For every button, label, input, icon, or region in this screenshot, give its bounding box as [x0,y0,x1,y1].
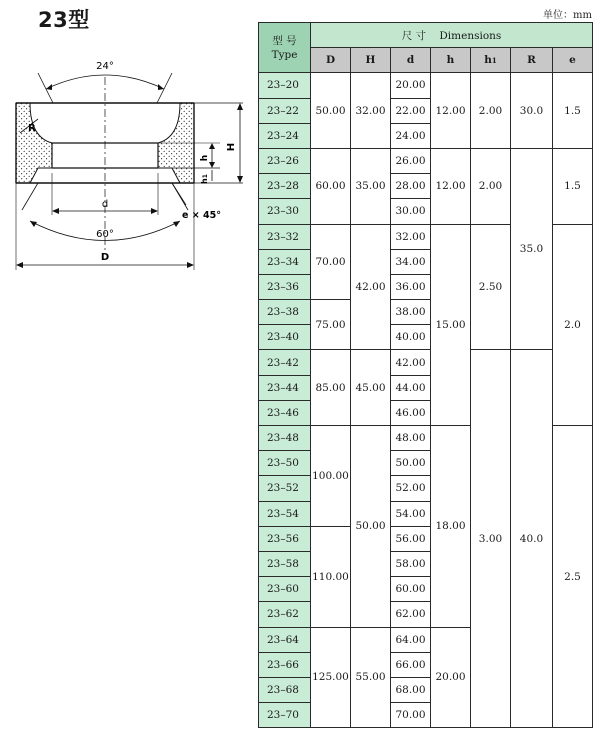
type-column-header: 型 号 Type [259,23,311,73]
type-cell: 23–70 [259,703,311,728]
height-outer-label: H [226,142,237,152]
d-inner-cell: 64.00 [391,627,431,652]
h-outer-cell: 50.00 [351,426,391,628]
col-h-header: h [431,48,471,73]
type-cell: 23–68 [259,677,311,702]
h-inner-cell: 12.00 [431,148,471,224]
outer-diameter-label: D [100,252,110,263]
h-inner-cell: 20.00 [431,627,471,728]
dimensions-table-body [259,73,593,728]
d-inner-cell: 22.00 [391,98,431,123]
top-angle-label: 24° [96,61,114,72]
radius-cell: 35.0 [511,148,553,350]
chamfer-e-cell: 1.5 [553,148,593,224]
d-inner-cell: 30.00 [391,199,431,224]
radius-cell: 40.0 [511,350,553,728]
d-inner-cell: 60.00 [391,577,431,602]
d-inner-cell: 34.00 [391,249,431,274]
d-inner-cell: 48.00 [391,426,431,451]
table-row [259,73,593,98]
h-outer-cell: 42.00 [351,224,391,350]
type-cell: 23–66 [259,652,311,677]
height-chamfer-label: h1 [200,174,209,184]
grinding-wheel-drawing [8,55,243,275]
inner-diameter-label: d [101,199,109,210]
d-outer-cell: 60.00 [311,148,351,224]
type-cell: 23–22 [259,98,311,123]
chamfer-e-cell: 2.0 [553,224,593,426]
d-inner-cell: 50.00 [391,451,431,476]
d-inner-cell: 46.00 [391,400,431,425]
d-inner-cell: 52.00 [391,476,431,501]
d-inner-cell: 28.00 [391,174,431,199]
d-inner-cell: 56.00 [391,526,431,551]
d-outer-cell: 75.00 [311,300,351,350]
h-outer-cell: 32.00 [351,73,391,149]
d-inner-cell: 70.00 [391,703,431,728]
d-outer-cell: 125.00 [311,627,351,728]
chamfer-label: e × 45° [182,210,221,221]
col-R-header: R [511,48,553,73]
type-cell: 23–36 [259,274,311,299]
type-cell: 23–64 [259,627,311,652]
type-cell: 23–58 [259,551,311,576]
chamfer-e-cell: 2.5 [553,426,593,728]
page-title: 23型 [38,8,90,32]
col-H-header: H [351,48,391,73]
d-inner-cell: 40.00 [391,325,431,350]
h1-cell: 2.00 [471,148,511,224]
dimensions-header: 尺 寸 Dimensions [311,23,593,48]
d-inner-cell: 38.00 [391,300,431,325]
type-cell: 23–50 [259,451,311,476]
type-cell: 23–44 [259,375,311,400]
type-cell: 23–28 [259,174,311,199]
h-inner-cell: 12.00 [431,73,471,149]
d-inner-cell: 42.00 [391,350,431,375]
d-inner-cell: 24.00 [391,123,431,148]
height-inner-label: h [200,154,210,162]
h-outer-cell: 35.00 [351,148,391,224]
type-cell: 23–32 [259,224,311,249]
type-cell: 23–56 [259,526,311,551]
type-cell: 23–60 [259,577,311,602]
radius-cell: 30.0 [511,73,553,149]
d-outer-cell: 100.00 [311,426,351,527]
table-row [259,148,593,173]
h-inner-cell: 18.00 [431,426,471,628]
type-cell: 23–24 [259,123,311,148]
left-abrasive-section [16,103,52,183]
col-d-header: d [391,48,431,73]
col-D-header: D [311,48,351,73]
radius-label: R [28,123,36,134]
h-outer-cell: 55.00 [351,627,391,728]
d-outer-cell: 50.00 [311,73,351,149]
h-inner-cell: 15.00 [431,224,471,426]
d-outer-cell: 85.00 [311,350,351,426]
type-cell: 23–52 [259,476,311,501]
type-cell: 23–30 [259,199,311,224]
h1-cell: 2.00 [471,73,511,149]
d-inner-cell: 54.00 [391,501,431,526]
d-inner-cell: 26.00 [391,148,431,173]
h-outer-cell: 45.00 [351,350,391,426]
type-cell: 23–20 [259,73,311,98]
d-inner-cell: 58.00 [391,551,431,576]
d-inner-cell: 20.00 [391,73,431,98]
d-inner-cell: 68.00 [391,677,431,702]
type-cell: 23–46 [259,400,311,425]
col-h1-header: h1 [471,48,511,73]
type-cell: 23–54 [259,501,311,526]
d-inner-cell: 32.00 [391,224,431,249]
type-cell: 23–38 [259,300,311,325]
d-inner-cell: 44.00 [391,375,431,400]
type-cell: 23–40 [259,325,311,350]
type-cell: 23–42 [259,350,311,375]
d-inner-cell: 66.00 [391,652,431,677]
d-outer-cell: 110.00 [311,526,351,627]
chamfer-e-cell: 1.5 [553,73,593,149]
type-cell: 23–62 [259,602,311,627]
h1-cell: 3.00 [471,350,511,728]
dimensions-table [258,22,593,728]
bottom-angle-label: 60° [96,229,114,240]
col-e-header: e [553,48,593,73]
unit-label: 单位：mm [543,10,592,21]
table-row [259,350,593,375]
type-cell: 23–48 [259,426,311,451]
d-inner-cell: 36.00 [391,274,431,299]
type-cell: 23–26 [259,148,311,173]
h1-cell: 2.50 [471,224,511,350]
type-cell: 23–34 [259,249,311,274]
d-outer-cell: 70.00 [311,224,351,300]
d-inner-cell: 62.00 [391,602,431,627]
